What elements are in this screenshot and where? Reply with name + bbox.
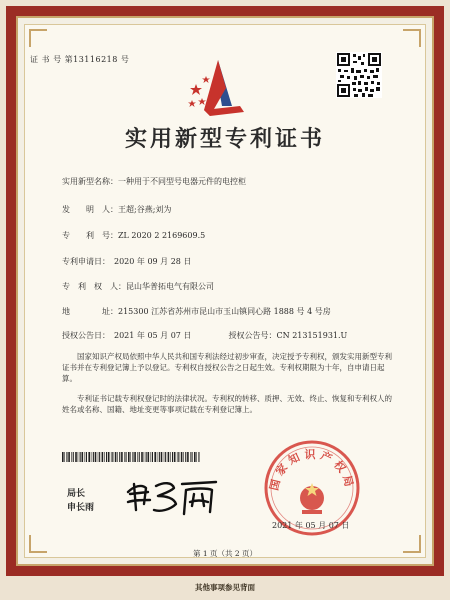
barcode-bar xyxy=(104,452,105,462)
corner-ornament xyxy=(29,29,47,47)
field-label: 发 明 人： xyxy=(62,205,118,214)
field-value: 一种用于不同型号电器元件的电控柜 xyxy=(118,177,246,186)
field-value: 215300 江苏省苏州市昆山市玉山镇同心路 1888 号 4 号房 xyxy=(118,307,331,316)
field-label: 专 利 权 人： xyxy=(62,282,126,291)
barcode-bar xyxy=(124,452,125,462)
field-value: ZL 2020 2 2169609.5 xyxy=(118,231,206,240)
barcode-bar xyxy=(132,452,133,462)
barcode-bar xyxy=(75,452,77,462)
barcode-bar xyxy=(128,452,130,462)
field-application-date xyxy=(62,256,191,267)
barcode-bar xyxy=(102,452,104,462)
barcode-bar xyxy=(178,452,179,462)
field-value: 2021 年 05 月 07 日 xyxy=(114,331,192,340)
barcode-bar xyxy=(73,452,74,462)
barcode-bar xyxy=(98,452,99,462)
barcode-bar xyxy=(183,452,184,462)
barcode-bar xyxy=(106,452,107,462)
barcode-bar xyxy=(126,452,127,462)
barcode-bar xyxy=(168,452,170,462)
barcode-bar xyxy=(64,452,65,462)
barcode-bar xyxy=(68,452,70,462)
barcode-bar xyxy=(130,452,131,462)
barcode-bar xyxy=(112,452,113,462)
notice-paragraph: 国家知识产权局依照中华人民共和国专利法经过初步审查，决定授予专利权，颁发实用新型专利证书并在专利登记簿上予以登记。专利权自授权公告之日起生效。专利权期限为十年，自申请日起算。 xyxy=(62,352,392,383)
barcode-bar xyxy=(119,452,120,462)
field-value: CN 213151931.U xyxy=(276,331,348,340)
barcode-bar xyxy=(121,452,123,462)
corner-ornament xyxy=(403,29,421,47)
barcode-bar xyxy=(146,452,147,462)
field-inventors xyxy=(62,204,171,215)
barcode-bar xyxy=(177,452,178,462)
field-patent-number xyxy=(62,230,205,241)
field-label: 授权公告号： xyxy=(228,331,277,340)
field-label: 授权公告日： xyxy=(62,331,110,340)
barcode-bar xyxy=(137,452,138,462)
footer-note: 其他事项参见背面 xyxy=(195,583,255,592)
barcode-bar xyxy=(152,452,153,462)
barcode-bar xyxy=(192,452,193,462)
barcode-bar xyxy=(187,452,189,462)
certificate-number: 证 书 号 第13116218 号 xyxy=(30,55,130,64)
issue-date: 2021 年 05 月 07 日 xyxy=(272,521,350,530)
director-name: 申长雨 xyxy=(67,503,95,513)
seal-text: 国家知识产权局 xyxy=(267,448,357,492)
barcode-bar xyxy=(139,452,140,462)
barcode-bar xyxy=(82,452,84,462)
barcode-bar xyxy=(164,452,165,462)
barcode-bar xyxy=(157,452,158,462)
barcode-bar xyxy=(85,452,86,462)
barcode-bar xyxy=(108,452,110,462)
barcode-bar xyxy=(134,452,136,462)
director-title: 局长 xyxy=(67,489,86,499)
barcode-bar xyxy=(194,452,196,462)
barcode-bar xyxy=(159,452,160,462)
barcode-bar xyxy=(174,452,176,462)
barcode-bar xyxy=(165,452,166,462)
barcode-bar xyxy=(190,452,191,462)
barcode-bar xyxy=(86,452,87,462)
page-number: 第 1 页（共 2 页） xyxy=(192,549,258,558)
barcode-bar xyxy=(99,452,100,462)
barcode-bar xyxy=(198,452,199,462)
field-value: 2020 年 09 月 28 日 xyxy=(114,257,192,266)
barcode-bar xyxy=(148,452,150,462)
barcode-icon xyxy=(62,452,202,462)
barcode-bar xyxy=(62,452,64,462)
barcode-bar xyxy=(117,452,118,462)
barcode-bar xyxy=(144,452,145,462)
field-label: 专利申请日： xyxy=(62,257,110,266)
barcode-bar xyxy=(91,452,92,462)
barcode-bar xyxy=(80,452,81,462)
barcode-bar xyxy=(111,452,112,462)
barcode-bar xyxy=(66,452,67,462)
patent-office-emblem-icon xyxy=(182,54,252,124)
field-address xyxy=(62,306,331,317)
barcode-bar xyxy=(78,452,79,462)
field-label: 实用新型名称： xyxy=(62,177,118,186)
field-label: 专 利 号： xyxy=(62,231,118,240)
field-value: 昆山华普拓电气有限公司 xyxy=(126,282,214,291)
qr-code-icon xyxy=(336,52,382,98)
barcode-bar xyxy=(161,452,163,462)
field-grant-announcement xyxy=(62,330,347,341)
field-label: 地 址： xyxy=(62,307,118,316)
barcode-bar xyxy=(95,452,97,462)
barcode-bar xyxy=(196,452,197,462)
barcode-bar xyxy=(115,452,117,462)
certificate-title: 实用新型专利证书 xyxy=(124,126,325,152)
barcode-bar xyxy=(154,452,156,462)
barcode-bar xyxy=(71,452,72,462)
barcode-bar xyxy=(185,452,186,462)
barcode-bar xyxy=(88,452,90,462)
barcode-bar xyxy=(93,452,94,462)
barcode-bar xyxy=(172,452,173,462)
barcode-bar xyxy=(181,452,183,462)
barcode-bar xyxy=(151,452,152,462)
field-value: 王超;谷燕;刘为 xyxy=(118,205,172,214)
field-patentee xyxy=(62,281,214,292)
notice-paragraph: 专利证书记载专利权登记时的法律状况。专利权的转移、质押、无效、终止、恢复和专利权人的姓名或名称、国籍、地址变更等事项记载在专利登记簿上。 xyxy=(62,394,392,414)
barcode-bar xyxy=(170,452,171,462)
director-signature xyxy=(120,470,230,522)
field-utility-model-name xyxy=(62,176,246,187)
barcode-bar xyxy=(141,452,143,462)
